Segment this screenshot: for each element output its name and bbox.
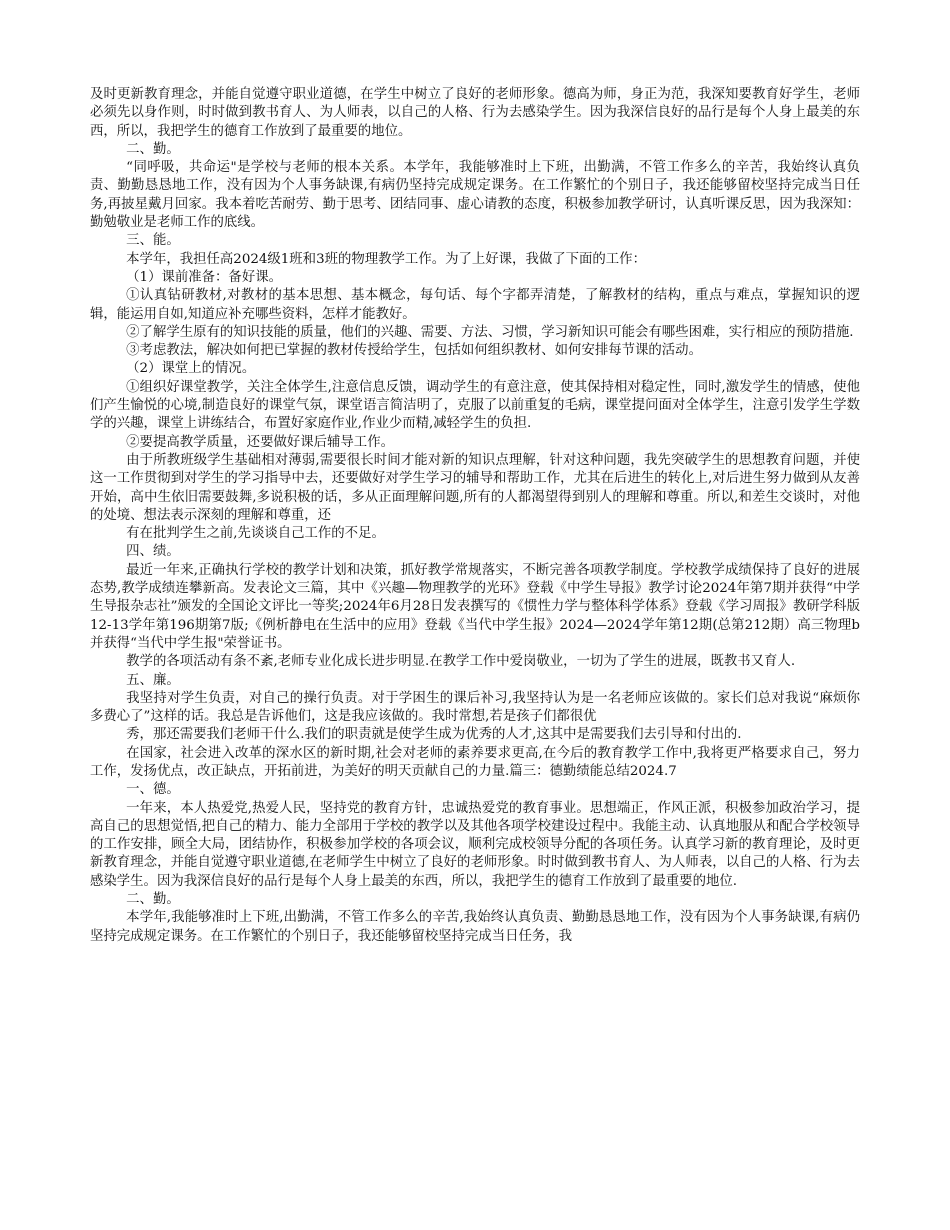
list-item-prep-1: ①认真钻研教材,对教材的基本思想、基本概念，每句话、每个字都弄清楚，了解教材的结构，重点与难点，掌握知识的逻辑，能运用自如,知道应补充哪些资料，怎样才能教好。 — [90, 288, 860, 322]
paragraph-qin-2: 本学年,我能够准时上下班,出勤满，不管工作多么的辛苦,我始终认真负责、勤勤恳恳地工作，没有因为个人事务缺课,有病仍坚持完成规定课务。在工作繁忙的个别日子，我还能够留校坚持完成当日任务，我 — [90, 910, 860, 944]
section-heading-de: 一、德。 — [126, 782, 180, 798]
paragraph-lian-cont: 秀，那还需要我们老师干什么.我们的职责就是使学生成为优秀的人才,这其中是需要我们去引导和付出的. — [126, 727, 742, 743]
paragraph-tutoring: 由于所教班级学生基础相对薄弱,需要很长时间才能对新的知识点理解，针对这种问题，我先突破学生的思想教育问题，并使这一工作贯彻到对学生的学习指导中去，还要做好对学生学习的辅导和帮助工作，尤其在后进生的转化上,对后进生努力做到从友善开始，高中生依旧需要鼓舞,多说积极的话，多从正面理解问题,所有的人都渴望得到别人的理解和尊重。所以,和差生交谈时，对他的处境、想法表示深刻的理解和尊重，还 — [90, 452, 860, 523]
paragraph-ji: 最近一年来,正确执行学校的教学计划和决策，抓好教学常规落实，不断完善各项教学制度。学校教学成绩保持了良好的进展态势,教学成绩连攀新高。发表论文三篇，其中《兴趣—物理教学的光环》登载《中学生导报》教学讨论2024年第7期并获得“中学生导报杂志社”颁发的全国论文评比一等奖;2024年6月28日发表撰写的《惯性力学与整体科学体系》登载《学习周报》教研学科版12-13学年第196期第7版;《例析静电在生活中的应用》登载《当代中学生报》2024—2024学年第12期(总第212期）高三物理b并获得“当代中学生报"荣誉证书。 — [90, 562, 860, 651]
paragraph-1: 及时更新教育理念，并能自觉遵守职业道德，在学生中树立了良好的老师形象。德高为师，身正为范，我深知要教育好学生，老师必须先以身作则，时时做到教书育人、为人师表，以自己的人格、行为去感染学生。因为我深信良好的品行是每个人身上最美的东西，所以，我把学生的德育工作放到了最重要的地位。 — [90, 87, 860, 139]
section-heading-ji: 四、绩。 — [126, 544, 180, 560]
list-item-classroom-1: ①组织好课堂教学，关注全体学生,注意信息反馈，调动学生的有意注意，使其保持相对稳定性，同时,激发学生的情感，使他们产生愉悦的心境,制造良好的课堂气氛，课堂语言简洁明了，克服了以前重复的毛病，课堂提问面对全体学生，注意引发学生学数学的兴趣，课堂上讲练结合，布置好家庭作业,作业少而精,减轻学生的负担. — [90, 379, 860, 432]
paragraph-ji-2: 教学的各项活动有条不紊,老师专业化成长进步明显.在教学工作中爱岗敬业，一切为了学生的进展，既教书又育人. — [126, 654, 796, 670]
list-item-prep-3: ③考虑教法，解决如何把已掌握的教材传授给学生，包括如何组织教材、如何安排每节课的活动。 — [126, 343, 702, 359]
subheading-classroom: （2）课堂上的情况。 — [126, 361, 256, 377]
list-item-prep-2: ②了解学生原有的知识技能的质量，他们的兴趣、需要、方法、习惯，学习新知识可能会有哪些困难，实行相应的预防措施. — [126, 324, 854, 340]
section-heading-qin: 二、勤。 — [126, 141, 180, 157]
paragraph-lian: 我坚持对学生负责，对自己的操行负责。对于学困生的课后补习,我坚持认为是一名老师应该做的。家长们总对我说“麻烦你多费心了”这样的话。我总是告诉他们，这是我应该做的。我时常想,若是孩子们都很优 — [90, 690, 860, 725]
section-heading-neng: 三、能。 — [126, 233, 180, 249]
section-heading-lian: 五、廉。 — [126, 672, 180, 688]
paragraph-de: 一年来，本人热爱党,热爱人民，坚持党的教育方针，忠诚热爱党的教育事业。思想端正，作风正派，积极参加政治学习，提高自己的思想觉悟,把自己的精力、能力全部用于学校的教学以及其他各项学校建设过程中。我能主动、认真地服从和配合学校领导的工作安排，顾全大局，团结协作，积极参加学校的各项会议，顺利完成校领导分配的各项任务。认真学习新的教育理论，及时更新教育理念，并能自觉遵守职业道德,在老师学生中树立了良好的老师形象。时时做到教书育人、为人师表，以自己的人格、行为去感染学生。因为我深信良好的品行是每个人身上最美的东西，所以，我把学生的德育工作放到了最重要的地位. — [90, 800, 860, 889]
paragraph-neng-intro: 本学年，我担任高2024级1班和3班的物理教学工作。为了上好课，我做了下面的工作： — [126, 251, 646, 267]
list-item-classroom-2: ②要提高教学质量，还要做好课后辅导工作。 — [126, 434, 394, 450]
paragraph-tutoring-cont: 有在批判学生之前,先谈谈自己工作的不足。 — [126, 526, 385, 542]
paragraph-conclusion: 在国家，社会进入改革的深水区的新时期,社会对老师的素养要求更高,在今后的教育教学工作中,我将更严格要求自己，努力工作，发扬优点，改正缺点，开拓前进，为美好的明天贡献自己的力量.篇三：德勤绩能总结2024.7 — [90, 745, 860, 779]
paragraph-qin: “同呼吸，共命运"是学校与老师的根本关系。本学年，我能够准时上下班，出勤满，不管工作多么的辛苦，我始终认真负责、勤勤恳恳地工作，没有因为个人事务缺课,有病仍坚持完成规定课务。在工作繁忙的个别日子，我还能够留校坚持完成当日任务,再披星戴月回家。我本着吃苦耐劳、勤于思考、团结同事、虚心请教的态度，积极参加教学研讨，认真听课反思，因为我深知：勤勉敬业是老师工作的底线。 — [90, 160, 860, 231]
subheading-prep: （1）课前准备：备好课。 — [126, 269, 282, 285]
section-heading-qin-2: 二、勤。 — [126, 892, 180, 908]
